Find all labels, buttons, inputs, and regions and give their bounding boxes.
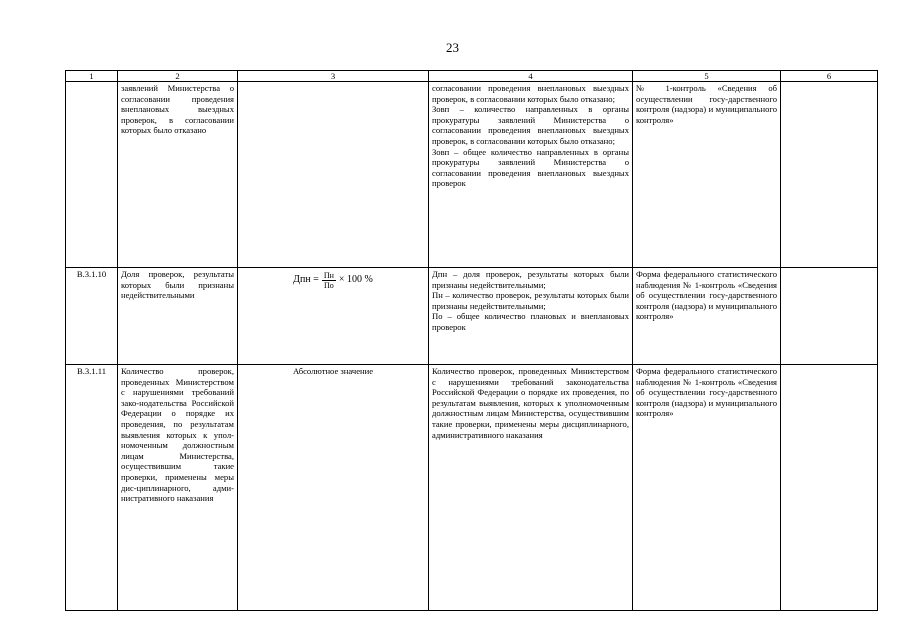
table-row: [66, 82, 878, 268]
table-row: [66, 365, 878, 611]
formula-fraction: [322, 271, 336, 290]
description-paragraph: Зовп – общее количество направленных в органы прокуратуры заявлений Министерства о согласовании проведения внеплановых выездных проверок: [432, 146, 629, 189]
row-code: В.3.1.10: [66, 268, 118, 365]
calculation-formula: Абсолютное значение: [238, 365, 429, 611]
column-header-1: 1: [66, 71, 118, 82]
description-paragraph: Дпн – доля проверок, результаты которых были признаны недействительными;: [432, 269, 629, 290]
notes-cell: [781, 82, 878, 268]
table-row: [66, 268, 878, 365]
indicator-description: [429, 82, 633, 268]
header-row: [66, 71, 878, 82]
formula-numerator: Пн: [323, 271, 334, 280]
indicator-table: [65, 70, 878, 611]
calculation-formula: [238, 82, 429, 268]
formula-lhs: Дпн =: [293, 274, 319, 286]
description-paragraph: Количество проверок, проведенных Министерством с нарушениями требований законодательства Российской Федерации о порядке их проведения, по результатам выявления, которых к уполномоченным должностным лицам Министерства, осуществившим такие проверки, применены меры дисциплинарного, административного наказания: [432, 366, 629, 440]
indicator-name: Количество проверок, проведенных Министерством с нарушениями требований зако-нодательства Российской Федерации о порядке их проведения, по результатам выявления которых к упол-номоченным должностным лицам Министерства, осуществившим такие проверки, применены меры дис-циплинарного, адми-нистративного наказания: [118, 365, 238, 611]
notes-cell: [781, 268, 878, 365]
page-number: 23: [446, 40, 459, 55]
column-header-2: 2: [118, 71, 238, 82]
description-paragraph: По – общее количество плановых и внеплановых проверок: [432, 311, 629, 332]
description-paragraph: Зовп – количество направленных в органы прокуратуры заявлений Министерства о согласовании проведения внеплановых выездных проверок, в согласовании которых было отказано;: [432, 104, 629, 146]
column-header-3: 3: [238, 71, 429, 82]
data-source: Форма федерального статистического наблюдения № 1-контроль «Сведения об осуществлении госу-дарственного контроля (надзора) и муниципального контроля»: [633, 365, 781, 611]
indicator-description: [429, 268, 633, 365]
data-source: № 1-контроль «Сведения об осуществлении госу-дарственного контроля (надзора) и муниципального контроля»: [633, 82, 781, 268]
calculation-formula: [238, 268, 429, 365]
formula-expression: [241, 271, 425, 290]
formula-denominator: По: [323, 281, 334, 290]
column-header-5: 5: [633, 71, 781, 82]
indicator-description: [429, 365, 633, 611]
column-header-4: 4: [429, 71, 633, 82]
description-paragraph: согласовании проведения внеплановых выездных проверок, в согласовании которых было отказано;: [432, 83, 629, 104]
description-paragraph: Пн – количество проверок, результаты которых были признаны недействительными;: [432, 290, 629, 311]
row-code: [66, 82, 118, 268]
indicator-name: заявлений Министерства о согласовании проведения внеплановых выездных проверок, в согласовании которых было отказано: [118, 82, 238, 268]
indicator-name: Доля проверок, результаты которых были признаны недействительными: [118, 268, 238, 365]
data-source: Форма федерального статистического наблюдения № 1-контроль «Сведения об осуществлении госу-дарственного контроля (надзора) и муниципального контроля»: [633, 268, 781, 365]
row-code: В.3.1.11: [66, 365, 118, 611]
formula-rhs: × 100 %: [338, 274, 373, 286]
notes-cell: [781, 365, 878, 611]
column-header-6: 6: [781, 71, 878, 82]
